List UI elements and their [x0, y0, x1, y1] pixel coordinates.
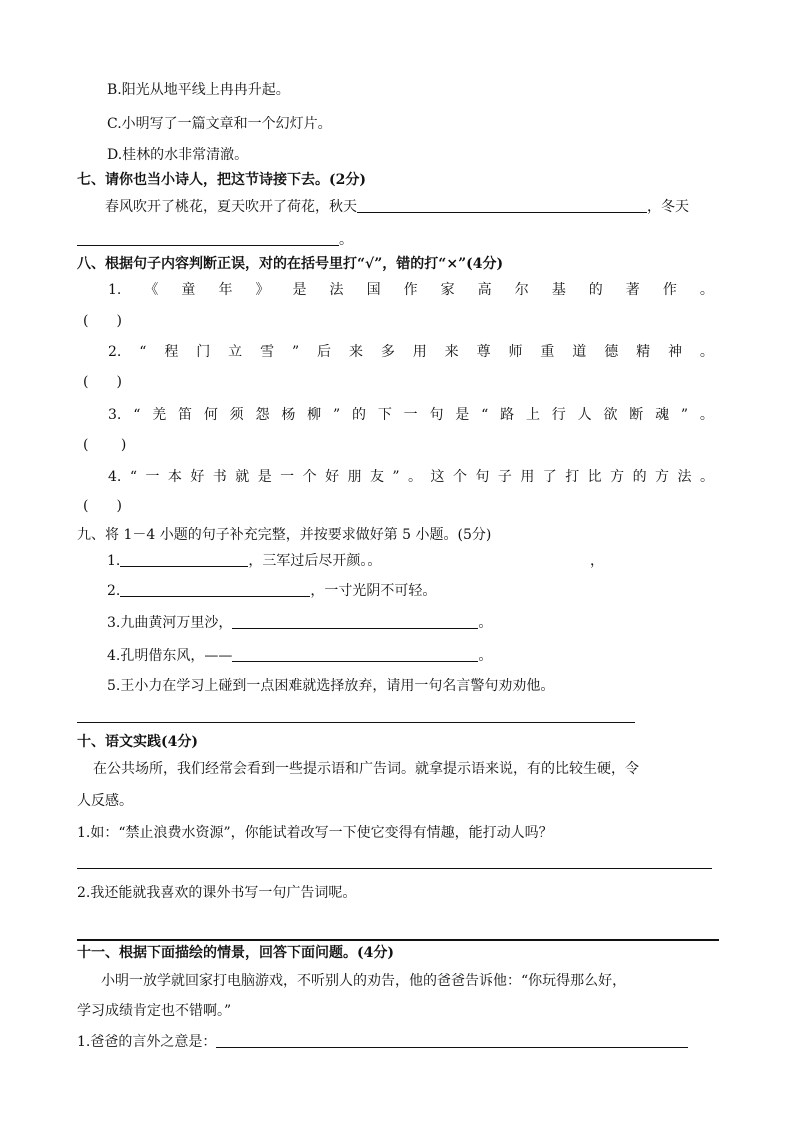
- q9-item-5: 5.王小力在学习上碰到一点困难就选择放弃，请用一句名言警句劝劝他。: [107, 678, 555, 694]
- q8-item-char: 魂: [655, 407, 670, 423]
- q8-item-char: “: [129, 469, 137, 485]
- q8-item-char: 断: [629, 407, 644, 423]
- option-c: C.小明写了一篇文章和一个幻灯片。: [107, 116, 332, 132]
- q8-item-char: 句: [429, 407, 444, 423]
- option-b: B.阳光从地平线上冉冉升起。: [107, 82, 290, 98]
- q8-item-char: ”: [291, 344, 300, 360]
- q8-item-char: 行: [551, 407, 566, 423]
- q8-item-char: ”: [392, 469, 400, 485]
- q8-item-char: 人: [577, 407, 592, 423]
- q10-item-1: 1.如：“禁止浪费水资源”，你能试着改写一下使它变得有情趣，能打动人吗？: [77, 825, 553, 841]
- q9-item-3-end: 。: [478, 615, 493, 631]
- q8-item-char: 国: [366, 282, 381, 298]
- q9-item-4-end: 。: [478, 648, 493, 664]
- q9-item-1-num: 1.: [107, 553, 121, 569]
- q8-item-char: 好: [325, 469, 340, 485]
- q8-item-char: 方: [655, 469, 670, 485]
- q8-item-char: 程: [164, 344, 179, 360]
- q8-item-char: 比: [587, 469, 602, 485]
- q8-item-char: 是: [257, 469, 272, 485]
- q9-item-3: [107, 614, 492, 632]
- q8-item-char: “: [481, 407, 489, 423]
- q8-item-char: 后: [317, 344, 332, 360]
- q10-title: 十、语文实践(4分): [77, 734, 198, 750]
- q9-item-2-num: 2.: [107, 583, 121, 599]
- q9-item-2: [107, 582, 436, 600]
- q8-item-char: 就: [235, 469, 250, 485]
- q8-item-char: 尔: [514, 282, 529, 298]
- q8-item-char: 欲: [603, 407, 618, 423]
- q10-para-line-1: 在公共场所，我们经常会看到一些提示语和广告词。就拿提示语来说，有的比较生硬，令: [93, 761, 639, 777]
- q8-item-1: [108, 281, 714, 299]
- q8-item-char: 道: [572, 344, 587, 360]
- q8-item-3: [108, 406, 714, 424]
- q8-item-char: 是: [292, 282, 307, 298]
- q9-item-3-text: 3.九曲黄河万里沙，: [107, 615, 233, 631]
- q8-item-char: 路: [500, 407, 515, 423]
- answer-line[interactable]: [77, 722, 635, 723]
- q8-item-char: 一: [145, 469, 160, 485]
- q8-item-char: 用: [520, 469, 535, 485]
- q8-item-char: 重: [540, 344, 555, 360]
- q8-item-char: 打: [565, 469, 580, 485]
- q8-item-char: 友: [369, 469, 384, 485]
- q9-item-1-text: ，三军过后尽开颜。。: [248, 553, 382, 569]
- q8-item-char: 的: [632, 469, 647, 485]
- answer-blank[interactable]: [357, 198, 647, 213]
- q11-item-1: [77, 1033, 688, 1051]
- q10-item-2: 2.我还能就我喜欢的课外书写一句广告词呢。: [77, 885, 357, 901]
- q8-item-char: “: [139, 344, 147, 360]
- q8-item-char: 。: [408, 469, 423, 485]
- q8-item-char: 柳: [307, 407, 322, 423]
- q7-title: 七、请你也当小诗人，把这节诗接下去。(2分): [77, 172, 366, 188]
- q8-item-char: 来: [348, 344, 363, 360]
- q8-item-char: 立: [228, 344, 243, 360]
- q8-item-char: 这: [430, 469, 445, 485]
- q8-item-char: 基: [551, 282, 566, 298]
- q7-line-winter: ，冬天: [647, 199, 689, 215]
- q8-item-char: 高: [477, 282, 492, 298]
- q8-title: 八、根据句子内容判断正误，对的在括号里打“√”，错的打“×”(4分): [77, 256, 504, 272]
- q8-item-char: 个: [302, 469, 317, 485]
- q8-item-char: 好: [190, 469, 205, 485]
- q8-paren-2[interactable]: ( ): [83, 374, 122, 390]
- q8-item-char: 朋: [347, 469, 362, 485]
- answer-blank[interactable]: [232, 614, 478, 629]
- q8-item-char: ”: [680, 407, 689, 423]
- q8-item-char: 童: [181, 282, 196, 298]
- q7-line2: [77, 231, 353, 249]
- q9-title: 九、将 1－4 小题的句子补充完整，并按要求做好第 5 小题。(5分): [77, 527, 492, 543]
- q8-item-2: [108, 343, 714, 361]
- q9-item-1: [107, 552, 381, 570]
- q8-item-char: 。: [699, 282, 714, 298]
- q8-item-char: 的: [588, 282, 603, 298]
- q8-item-char: 下: [377, 407, 392, 423]
- q8-item-char: 来: [444, 344, 459, 360]
- q8-item-char: 神: [668, 344, 683, 360]
- q8-item-char: 门: [196, 344, 211, 360]
- q8-item-char: 杨: [281, 407, 296, 423]
- q8-item-char: 著: [625, 282, 640, 298]
- q8-item-char: 精: [636, 344, 651, 360]
- q8-item-char: 了: [542, 469, 557, 485]
- q8-item-char: 多: [380, 344, 395, 360]
- answer-blank[interactable]: [120, 552, 248, 567]
- q9-item-4-text: 4.孔明借东风，——: [107, 648, 233, 664]
- q8-item-number: 3.: [108, 407, 122, 423]
- q8-item-char: 法: [329, 282, 344, 298]
- q8-item-char: 年: [218, 282, 233, 298]
- section-divider: [77, 939, 719, 941]
- q8-item-char: 子: [497, 469, 512, 485]
- q9-item-4: [107, 647, 492, 665]
- q8-item-number: 2.: [108, 344, 122, 360]
- q7-line: [105, 198, 689, 216]
- q8-item-4: [108, 468, 714, 486]
- q8-item-char: 是: [455, 407, 470, 423]
- answer-blank[interactable]: [232, 647, 478, 662]
- q8-item-char: 何: [203, 407, 218, 423]
- q8-item-char: 须: [229, 407, 244, 423]
- option-d: D.桂林的水非常清澈。: [107, 147, 249, 163]
- q8-item-char: 笛: [178, 407, 193, 423]
- q11-para-line-2: 学习成绩肯定也不错啊。”: [77, 1003, 232, 1019]
- q8-paren-4[interactable]: ( ): [83, 498, 122, 514]
- q11-title: 十一、根据下面描绘的情景，回答下面问题。(4分): [77, 945, 394, 961]
- q8-item-char: 的: [351, 407, 366, 423]
- q8-item-char: 》: [255, 282, 270, 298]
- q8-item-char: 用: [412, 344, 427, 360]
- q8-item-char: 上: [525, 407, 540, 423]
- answer-blank[interactable]: [120, 582, 310, 597]
- q11-para-line-1: 小明一放学就回家打电脑游戏，不听别人的劝告，他的爸爸告诉他：“你玩得那么好，: [101, 973, 627, 989]
- q8-item-char: 书: [212, 469, 227, 485]
- q8-item-char: 。: [699, 469, 714, 485]
- q8-item-char: 怨: [255, 407, 270, 423]
- q8-item-char: 师: [508, 344, 523, 360]
- q8-item-char: 《: [144, 282, 159, 298]
- q7-line-start: 春风吹开了桃花，夏天吹开了荷花，秋天: [105, 199, 357, 215]
- q8-item-char: ”: [332, 407, 341, 423]
- q8-item-number: 1.: [108, 282, 122, 298]
- q8-item-char: 一: [280, 469, 295, 485]
- q8-item-char: 本: [167, 469, 182, 485]
- q8-item-char: 句: [475, 469, 490, 485]
- q8-paren-1[interactable]: ( ): [83, 313, 122, 329]
- q8-item-char: 法: [677, 469, 692, 485]
- q8-item-char: 个: [452, 469, 467, 485]
- q8-item-char: 雪: [260, 344, 275, 360]
- q8-item-number: 4.: [108, 469, 122, 485]
- q8-item-char: 家: [440, 282, 455, 298]
- q8-item-char: 作: [403, 282, 418, 298]
- q8-item-char: 羌: [152, 407, 167, 423]
- q8-item-char: 一: [403, 407, 418, 423]
- q10-para-line-2: 人反感。: [77, 793, 133, 809]
- q11-item-1-text: 1.爸爸的言外之意是：: [77, 1034, 217, 1050]
- q8-item-char: 作: [662, 282, 677, 298]
- q8-item-char: 。: [699, 407, 714, 423]
- answer-line[interactable]: [77, 868, 712, 869]
- q8-item-char: 德: [604, 344, 619, 360]
- q8-item-char: “: [133, 407, 141, 423]
- q9-item-1-comma: ，: [590, 553, 604, 569]
- q7-line-end: 。: [339, 232, 353, 248]
- q9-item-2-text: ，一寸光阴不可轻。: [310, 583, 437, 599]
- q8-paren-3[interactable]: ( ): [83, 437, 127, 453]
- q8-item-char: 方: [610, 469, 625, 485]
- answer-blank[interactable]: [77, 231, 339, 246]
- answer-blank[interactable]: [216, 1033, 688, 1048]
- q8-item-char: 尊: [476, 344, 491, 360]
- q8-item-char: 。: [699, 344, 714, 360]
